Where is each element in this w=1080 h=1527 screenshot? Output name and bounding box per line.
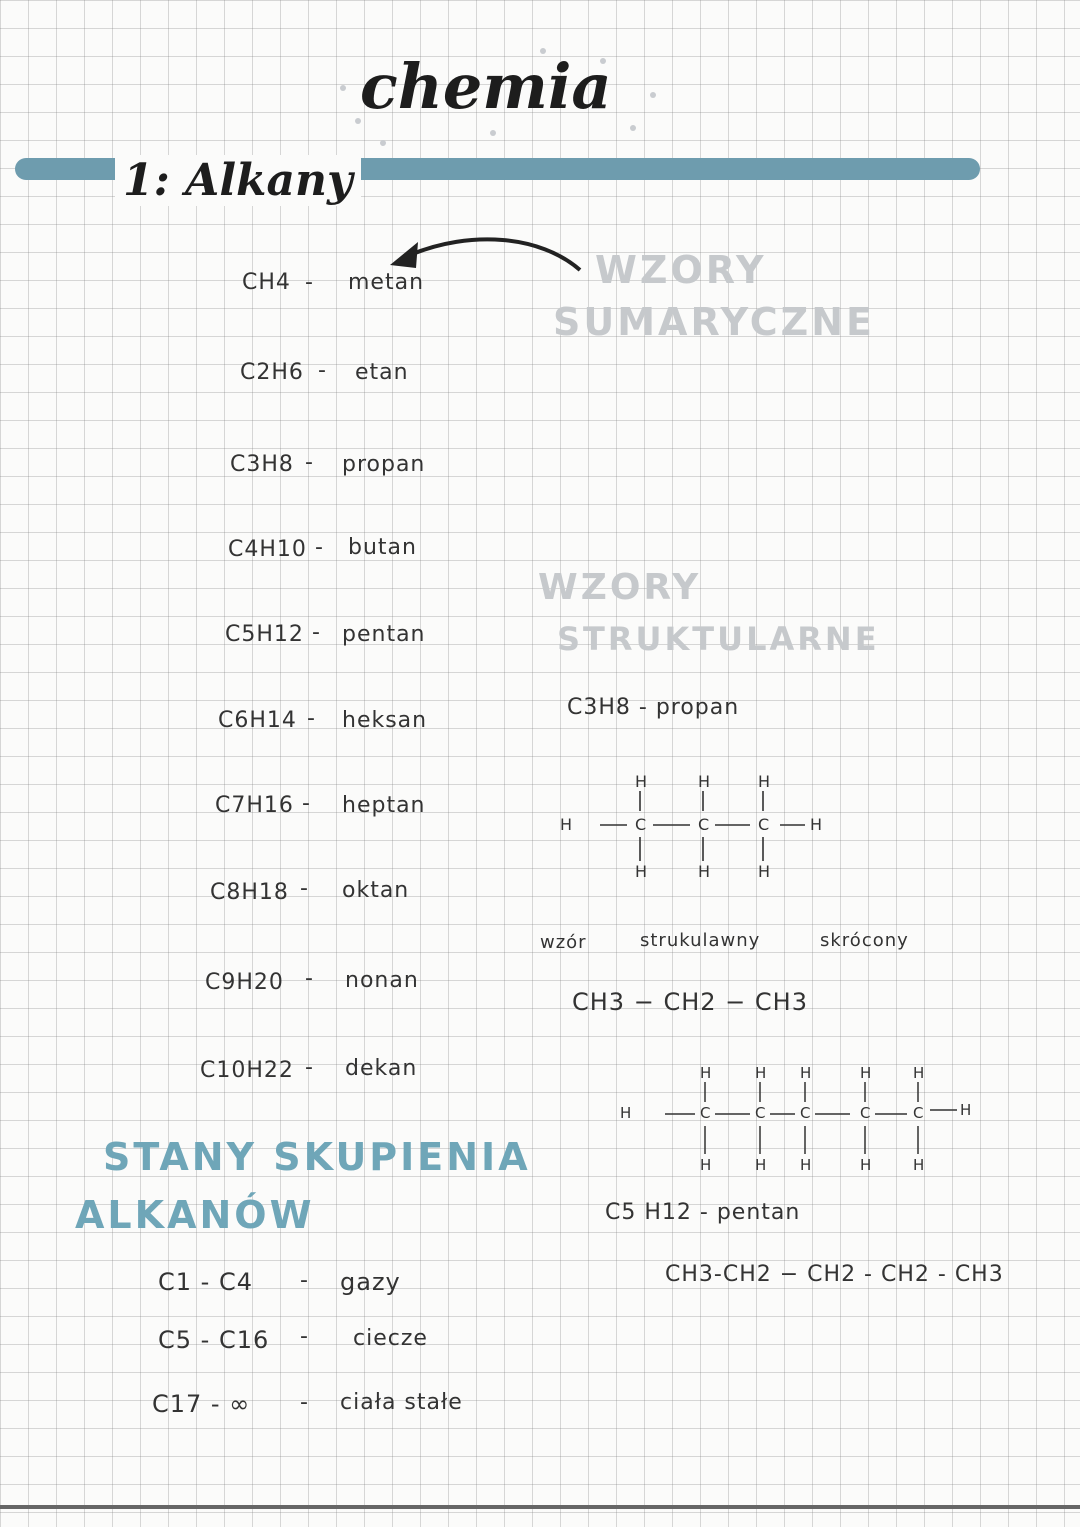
svg-text:H: H (860, 1064, 872, 1082)
svg-text:H: H (800, 1064, 812, 1082)
svg-text:H: H (860, 1156, 872, 1174)
svg-text:H: H (635, 862, 648, 881)
alkane-name: nonan (345, 968, 419, 993)
alkane-formula: C5H12 (225, 622, 304, 647)
alkane-formula: C4H10 (228, 537, 307, 562)
alkane-name: etan (355, 360, 409, 385)
strukturalne-heading-2: STRUKTULARNE (557, 620, 880, 658)
state-name: ciecze (353, 1326, 428, 1351)
section-title: 1: Alkany (115, 155, 361, 206)
arrow-icon (380, 230, 600, 290)
svg-text:C: C (700, 1104, 711, 1122)
state-range: C1 - C4 (158, 1268, 253, 1296)
state-name: ciała stałe (340, 1390, 463, 1415)
propan-structure (555, 765, 855, 885)
svg-text:H: H (620, 1104, 632, 1122)
strukturalne-heading-1: WZORY (538, 567, 702, 608)
svg-text:C: C (635, 815, 647, 834)
alkane-name: oktan (342, 878, 410, 903)
propan-label: C3H8 - propan (567, 695, 740, 720)
svg-text:H: H (635, 772, 648, 791)
svg-text:H: H (913, 1064, 925, 1082)
svg-text:C: C (913, 1104, 924, 1122)
svg-text:H: H (758, 862, 771, 881)
page-title: chemia (360, 50, 612, 123)
alkane-formula: C8H18 (210, 880, 289, 905)
alkane-name: metan (348, 270, 425, 295)
alkane-name: pentan (342, 622, 426, 647)
alkane-name: butan (348, 535, 417, 560)
alkane-name: heksan (342, 708, 428, 733)
alkane-formula: CH4 (242, 270, 291, 295)
propan-note-3: skrócony (820, 930, 909, 951)
svg-text:H: H (758, 772, 771, 791)
sumaryczne-heading-2: SUMARYCZNE (553, 300, 875, 344)
alkane-formula: C3H8 (230, 452, 294, 477)
pentan-label: C5 H12 - pentan (605, 1200, 801, 1225)
state-range: C5 - C16 (158, 1326, 270, 1354)
alkane-formula: C7H16 (215, 793, 294, 818)
svg-text:H: H (698, 772, 711, 791)
propan-note-2: strukulawny (640, 930, 761, 951)
svg-text:C: C (755, 1104, 766, 1122)
svg-text:H: H (810, 815, 823, 834)
svg-text:H: H (800, 1156, 812, 1174)
propan-note-1: wzór (540, 932, 587, 953)
svg-text:H: H (913, 1156, 925, 1174)
svg-text:H: H (560, 815, 573, 834)
alkane-name: dekan (345, 1056, 418, 1081)
propan-condensed: CH3 − CH2 − CH3 (572, 988, 808, 1016)
alkane-formula: C6H14 (218, 708, 297, 733)
pentan-structure (615, 1060, 995, 1180)
states-heading-1: STANY SKUPIENIA (103, 1135, 531, 1179)
alkane-name: heptan (342, 793, 426, 818)
alkane-formula: C10H22 (200, 1058, 294, 1083)
states-heading-2: ALKANÓW (75, 1193, 315, 1237)
alkane-name: propan (342, 452, 426, 477)
svg-text:H: H (960, 1101, 972, 1119)
svg-text:C: C (758, 815, 770, 834)
state-range: C17 - ∞ (152, 1390, 251, 1418)
svg-text:C: C (860, 1104, 871, 1122)
page-bottom-edge (0, 1505, 1080, 1509)
svg-text:C: C (800, 1104, 811, 1122)
sumaryczne-heading-1: WZORY (595, 248, 767, 292)
state-name: gazy (340, 1268, 401, 1296)
alkane-formula: C2H6 (240, 360, 304, 385)
svg-text:H: H (755, 1156, 767, 1174)
svg-text:H: H (698, 862, 711, 881)
svg-text:H: H (700, 1156, 712, 1174)
pentan-condensed: CH3-CH2 − CH2 - CH2 - CH3 (665, 1262, 1004, 1287)
svg-text:H: H (755, 1064, 767, 1082)
svg-text:H: H (700, 1064, 712, 1082)
svg-text:C: C (698, 815, 710, 834)
alkane-formula: C9H20 (205, 970, 284, 995)
